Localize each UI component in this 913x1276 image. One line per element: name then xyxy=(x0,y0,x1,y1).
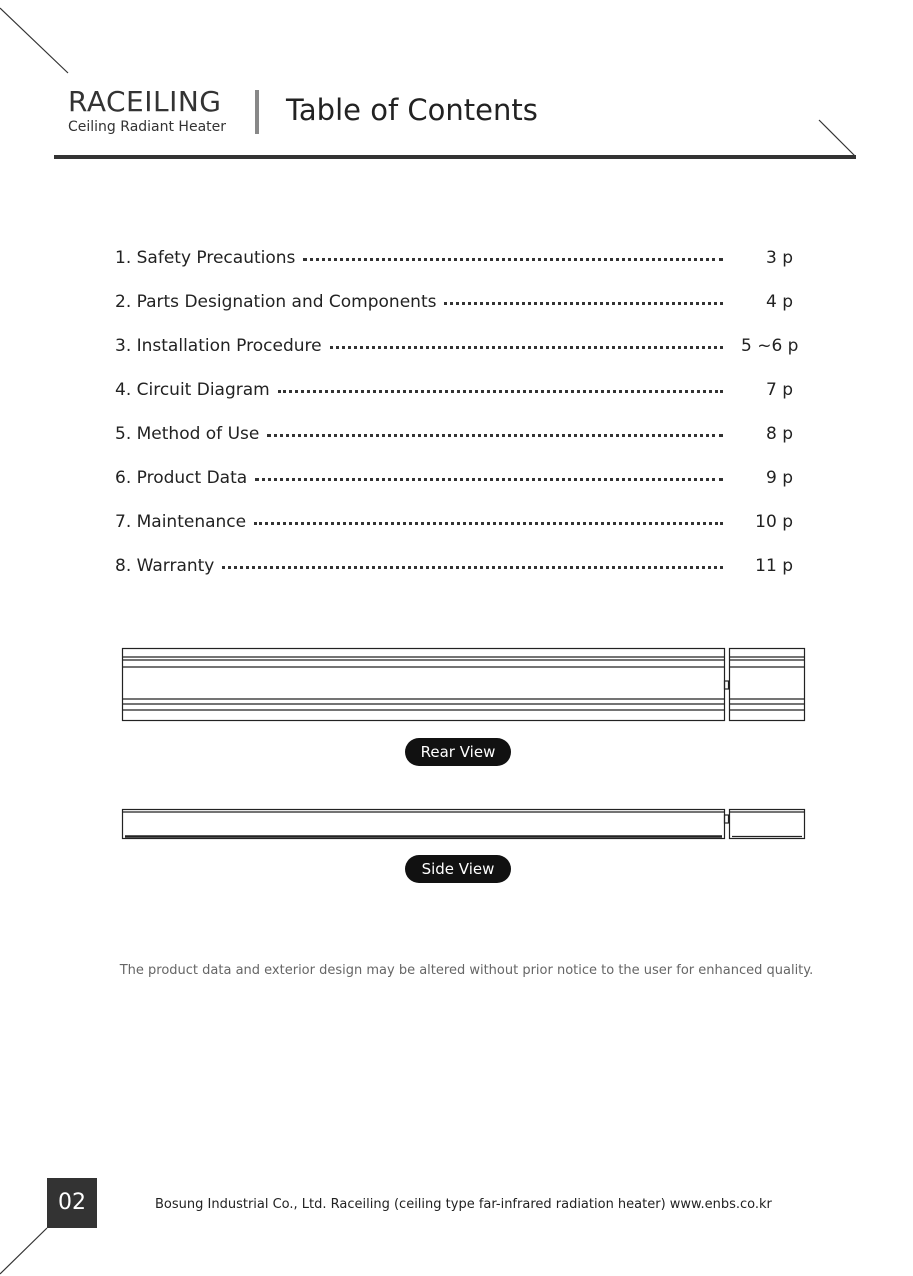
toc-entry-page: 5 ~6 p xyxy=(741,336,799,356)
toc-entry-page: 11 p xyxy=(755,556,793,576)
toc-dot-leader xyxy=(444,302,723,305)
toc-dot-leader xyxy=(255,478,723,481)
brand-logo-name: RACEILING xyxy=(68,85,222,118)
toc-entry-warranty[interactable] xyxy=(115,544,793,588)
toc-entry-method-of-use[interactable] xyxy=(115,412,793,456)
header-separator xyxy=(255,90,259,134)
toc-entry-label: 7. Maintenance xyxy=(115,512,247,532)
toc-dot-leader xyxy=(267,434,723,437)
toc-entry-label: 4. Circuit Diagram xyxy=(115,380,270,400)
toc-entry-label: 3. Installation Procedure xyxy=(115,336,322,356)
toc-entry-parts-designation[interactable] xyxy=(115,280,793,324)
toc-entry-page: 7 p xyxy=(765,380,793,400)
toc-entry-page: 9 p xyxy=(765,468,793,488)
page-number: 02 xyxy=(47,1178,97,1228)
toc-entry-page: 3 p xyxy=(765,248,793,268)
side-view-label: Side View xyxy=(405,855,511,883)
toc-entry-maintenance[interactable] xyxy=(115,500,793,544)
page-title: Table of Contents xyxy=(286,93,538,127)
header-rule xyxy=(54,155,856,159)
footer-company-info: Bosung Industrial Co., Ltd. Raceiling (ceiling type far-infrared radiation heater) www.enbs.co.kr xyxy=(155,1197,772,1212)
toc-entry-page: 4 p xyxy=(765,292,793,312)
table-of-contents xyxy=(115,236,799,588)
toc-dot-leader xyxy=(330,346,723,349)
toc-entry-page: 8 p xyxy=(765,424,793,444)
toc-entry-product-data[interactable] xyxy=(115,456,793,500)
toc-entry-circuit-diagram[interactable] xyxy=(115,368,793,412)
rear-view-label: Rear View xyxy=(405,738,511,766)
toc-dot-leader xyxy=(278,390,723,393)
toc-dot-leader xyxy=(303,258,723,261)
brand-logo-subtitle: Ceiling Radiant Heater xyxy=(68,119,227,135)
toc-dot-leader xyxy=(254,522,723,525)
toc-entry-label: 2. Parts Designation and Components xyxy=(115,292,437,312)
toc-entry-label: 6. Product Data xyxy=(115,468,248,488)
toc-entry-safety-precautions[interactable] xyxy=(115,236,793,280)
rear-view-drawing xyxy=(120,646,808,724)
side-view-drawing xyxy=(120,806,808,842)
toc-entry-page: 10 p xyxy=(755,512,793,532)
toc-entry-installation-procedure[interactable] xyxy=(115,324,799,368)
toc-dot-leader xyxy=(222,566,723,569)
toc-entry-label: 5. Method of Use xyxy=(115,424,260,444)
toc-entry-label: 1. Safety Precautions xyxy=(115,248,296,268)
design-change-notice: The product data and exterior design may be altered without prior notice to the user for enhanced quality. xyxy=(119,963,814,978)
toc-entry-label: 8. Warranty xyxy=(115,556,215,576)
